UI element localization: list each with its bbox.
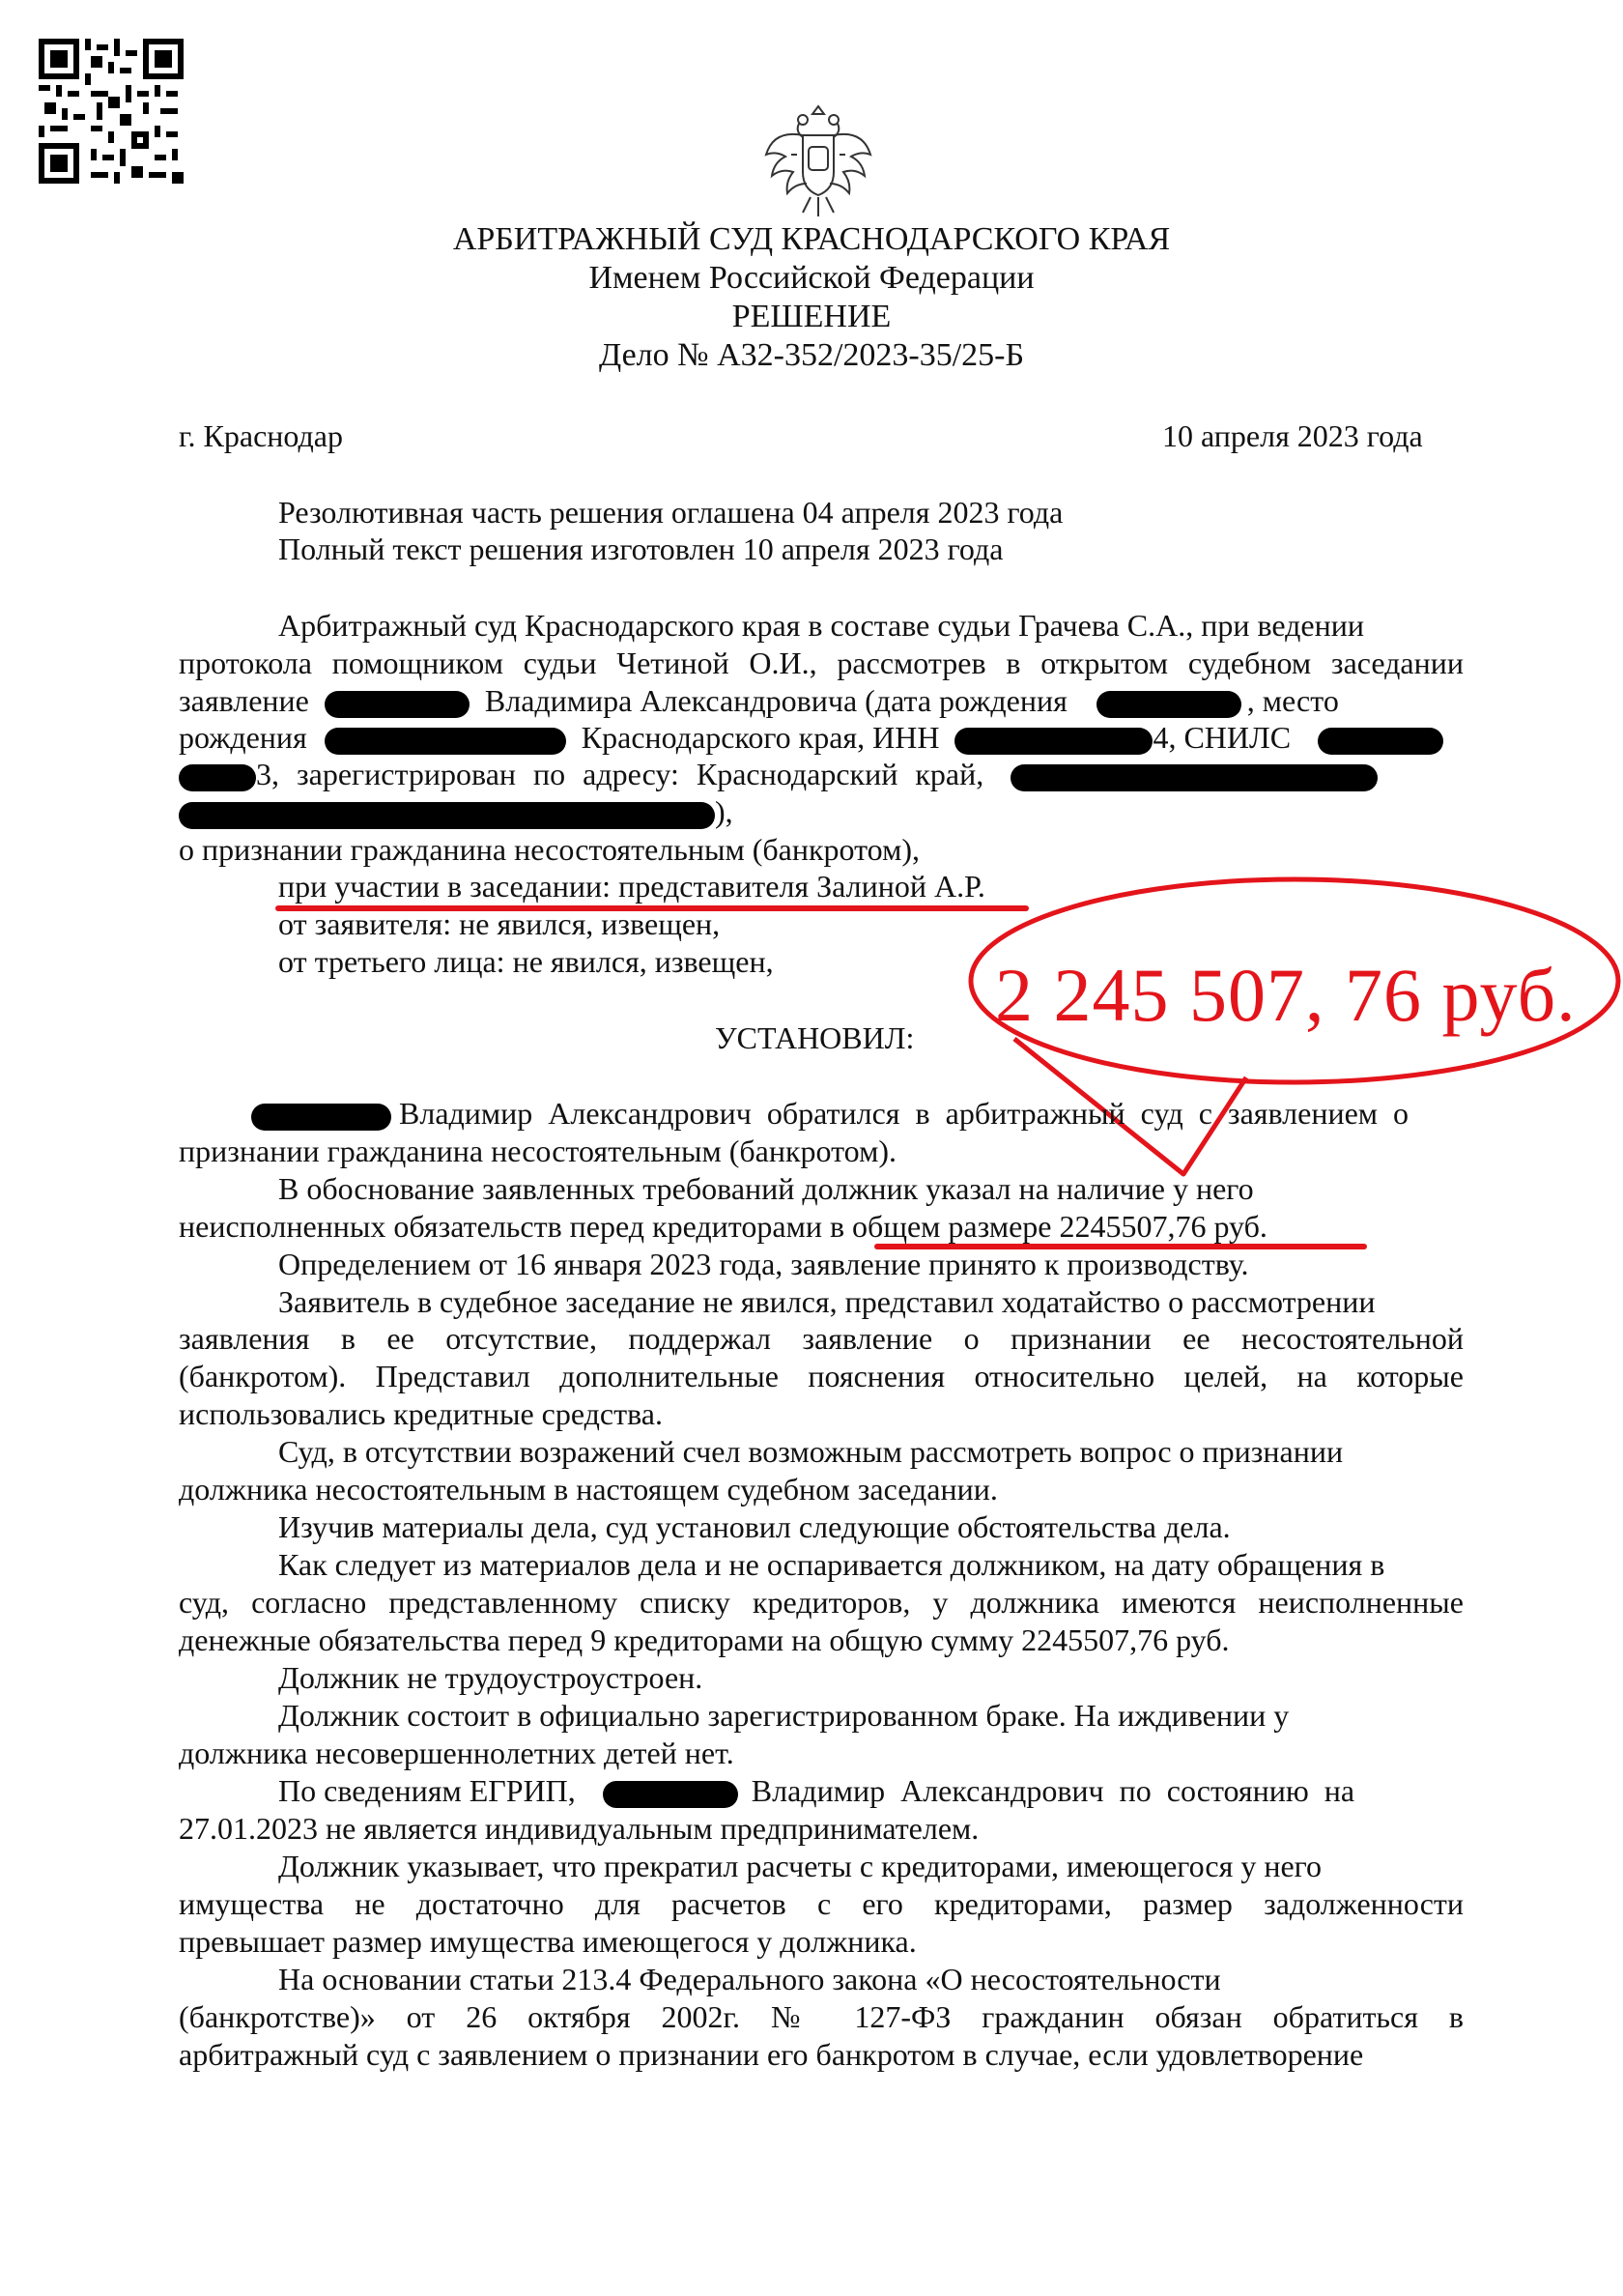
intro-line-6: ), <box>179 793 733 830</box>
body-p11-line1: Должник указывает, что прекратил расчеты с кредиторами, имеющегося у него <box>278 1849 1322 1883</box>
body-p4-line1: Заявитель в судебное заседание не явился, представил ходатайство о рассмотрении <box>278 1284 1376 1319</box>
body-p4-line3: (банкротом). Представил дополнительные пояснения относительно целей, на которые <box>179 1359 1464 1393</box>
redaction <box>954 728 1153 755</box>
redaction <box>1096 691 1241 718</box>
body-p6: Изучив материалы дела, суд установил следующие обстоятельства дела. <box>278 1509 1231 1544</box>
full-text-line: Полный текст решения изготовлен 10 апреля 2023 года <box>278 531 1004 566</box>
place: г. Краснодар <box>179 418 343 453</box>
body-p1-line2: признании гражданина несостоятельным (банкротом). <box>179 1134 897 1168</box>
body-p7-line2: суд, согласно представленному списку кредиторов, у должника имеются неисполненные <box>179 1585 1464 1620</box>
body-p10-line2: 27.01.2023 не является индивидуальным предпринимателем. <box>179 1811 980 1846</box>
redaction <box>325 691 470 718</box>
redaction <box>1011 764 1378 791</box>
body-p11-line3: превышает размер имущества имеющегося у должника. <box>179 1924 917 1959</box>
body-p2-line2: неисполненных обязательств перед кредиторами в общем размере 2245507,76 руб. <box>179 1209 1267 1244</box>
intro-line-3: заявление Владимира Александровича (дата рождения , место <box>179 683 1339 718</box>
redaction <box>179 764 256 791</box>
intro-line-5: 3, зарегистрирован по адресу: Краснодарский край, <box>179 756 1464 792</box>
body-p11-line2: имущества не достаточно для расчетов с его кредиторами, размер задолженности <box>179 1886 1464 1921</box>
announced-line: Резолютивная часть решения оглашена 04 апреля 2023 года <box>278 495 1064 530</box>
body-p7-line1: Как следует из материалов дела и не оспаривается должником, на дату обращения в <box>278 1547 1385 1582</box>
case-number: Дело № А32-352/2023-35/25-Б <box>598 337 1025 373</box>
body-p5-line2: должника несостоятельным в настоящем судебном заседании. <box>179 1472 998 1507</box>
intro-line-1: Арбитражный суд Краснодарского края в составе судьи Грачева С.А., при ведении <box>278 608 1364 643</box>
court-name: АРБИТРАЖНЫЙ СУД КРАСНОДАРСКОГО КРАЯ <box>452 221 1171 257</box>
body-p9-line2: должника несовершеннолетних детей нет. <box>179 1736 734 1770</box>
amount-callout-text: 2 245 507, 76 руб. <box>995 953 1577 1037</box>
body-p12-line2: (банкротстве)» от 26 октября 2002г. № 127-ФЗ гражданин обязан обратиться в <box>179 1999 1464 2034</box>
participation-line: при участии в заседании: представителя Залиной А.Р. <box>278 869 985 904</box>
coat-of-arms-icon <box>760 97 876 222</box>
body-p5-line1: Суд, в отсутствии возражений счел возможным рассмотреть вопрос о признании <box>278 1434 1344 1469</box>
body-p3: Определением от 16 января 2023 года, заявление принято к производству. <box>278 1247 1249 1281</box>
redaction <box>179 802 715 829</box>
body-p4-line4: использовались кредитные средства. <box>179 1396 663 1431</box>
body-p12-line3: арбитражный суд с заявлением о признании его банкротом в случае, если удовлетворение <box>179 2037 1364 2072</box>
body-p12-line1: На основании статьи 213.4 Федерального закона «О несостоятельности <box>278 1962 1221 1996</box>
court-header <box>0 220 1623 375</box>
decision-date: 10 апреля 2023 года <box>1162 418 1423 453</box>
body-p4-line2: заявления в ее отсутствие, поддержал заявление о признании ее несостоятельной <box>179 1321 1464 1356</box>
body-p9-line1: Должник состоит в официально зарегистрированном браке. На иждивении у <box>278 1698 1290 1733</box>
body-p7-line3: денежные обязательства перед 9 кредиторами на общую сумму 2245507,76 руб. <box>179 1622 1230 1657</box>
redaction <box>325 728 566 755</box>
body-p10-line1: По сведениям ЕГРИП, Владимир Александрович по состоянию на <box>278 1773 1355 1808</box>
intro-line-2: протокола помощником судьи Четиной О.И., рассмотрев в открытом судебном заседании <box>179 646 1464 680</box>
redaction <box>251 1104 391 1131</box>
document-type: РЕШЕНИЕ <box>731 299 892 334</box>
applicant-line: от заявителя: не явился, извещен, <box>278 906 721 941</box>
qr-code-icon <box>39 39 184 184</box>
established-heading: УСТАНОВИЛ: <box>715 1020 915 1055</box>
redaction <box>603 1781 738 1808</box>
body-p8: Должник не трудоустроустроен. <box>278 1660 703 1695</box>
in-name-of: Именем Российской Федерации <box>588 260 1035 296</box>
body-p1-line1: Владимир Александрович обратился в арбитражный суд с заявлением о <box>179 1095 1464 1132</box>
redaction <box>1318 728 1443 755</box>
intro-line-7: о признании гражданина несостоятельным (банкротом), <box>179 832 920 867</box>
third-party-line: от третьего лица: не явился, извещен, <box>278 944 774 979</box>
body-p2-line1: В обоснование заявленных требований должник указал на наличие у него <box>278 1171 1254 1206</box>
intro-line-4: рождения Краснодарского края, ИНН 4, СНИЛС <box>179 719 1464 756</box>
